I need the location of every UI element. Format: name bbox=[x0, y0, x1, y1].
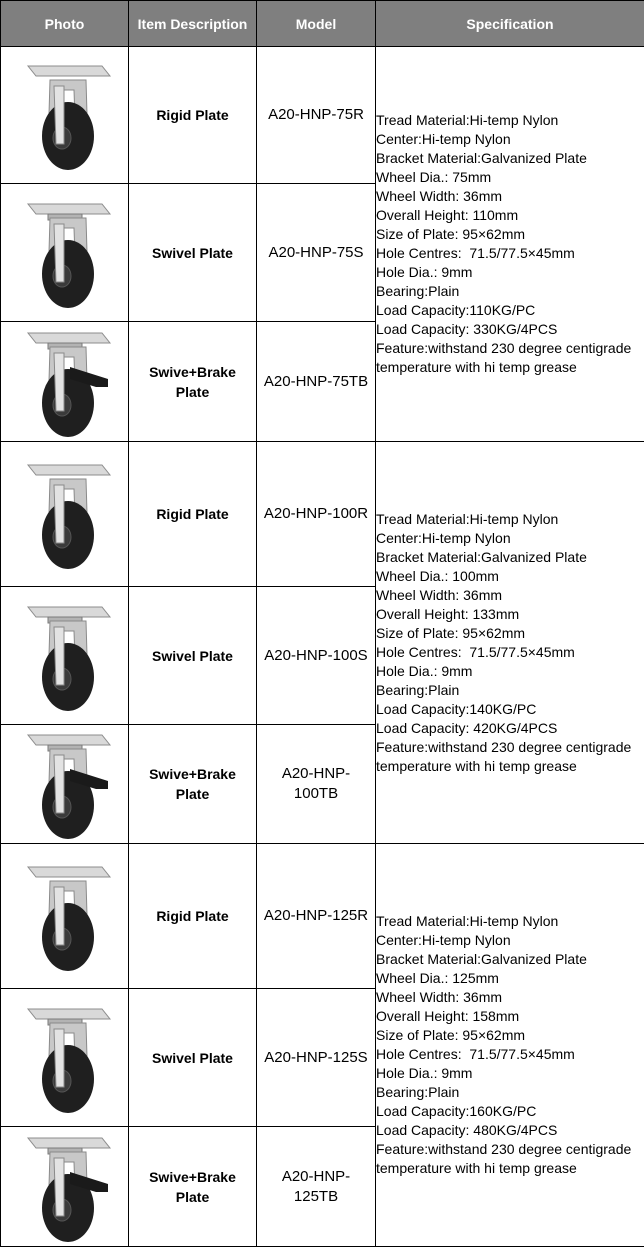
spec-line: Overall Height: 133mm bbox=[376, 605, 644, 624]
header-row bbox=[1, 1, 644, 47]
photo-cell bbox=[1, 587, 129, 725]
spec-line: Tread Material:Hi-temp Nylon bbox=[376, 912, 644, 931]
model-cell bbox=[257, 725, 376, 844]
photo-cell bbox=[1, 989, 129, 1127]
model-number: A20-HNP-75S bbox=[268, 243, 363, 263]
rigid-caster-icon bbox=[10, 56, 120, 174]
swivel-caster-icon bbox=[10, 999, 120, 1117]
spec-line: Size of Plate: 95×62mm bbox=[376, 225, 644, 244]
product-row bbox=[1, 442, 644, 587]
spec-line: Load Capacity:160KG/PC bbox=[376, 1102, 644, 1121]
header-item-description: Item Description bbox=[129, 1, 257, 47]
specification-cell bbox=[376, 844, 644, 1247]
bracket-leg-shape bbox=[54, 887, 64, 945]
item-description-cell bbox=[129, 725, 257, 844]
model-number: A20-HNP-125TB bbox=[276, 1167, 356, 1207]
item-description: Swivel Plate bbox=[152, 1048, 233, 1068]
spec-line: Hole Dia.: 9mm bbox=[376, 1064, 644, 1083]
rigid-caster-icon bbox=[10, 857, 120, 975]
spec-line: Bearing:Plain bbox=[376, 681, 644, 700]
spec-line: Size of Plate: 95×62mm bbox=[376, 1026, 644, 1045]
spec-line: Bracket Material:Galvanized Plate bbox=[376, 950, 644, 969]
swivel-caster-icon bbox=[10, 597, 120, 715]
photo-cell bbox=[1, 184, 129, 322]
spec-line: Wheel Dia.: 125mm bbox=[376, 969, 644, 988]
item-description: Swive+Brake Plate bbox=[143, 764, 243, 804]
item-description-cell bbox=[129, 322, 257, 442]
photo-cell bbox=[1, 322, 129, 442]
spec-line: Wheel Width: 36mm bbox=[376, 586, 644, 605]
model-number: A20-HNP-75R bbox=[268, 105, 364, 125]
model-number: A20-HNP-125S bbox=[264, 1048, 367, 1068]
item-description-cell bbox=[129, 47, 257, 184]
spec-line: Wheel Width: 36mm bbox=[376, 187, 644, 206]
top-plate-shape bbox=[28, 465, 110, 475]
spec-line: Overall Height: 158mm bbox=[376, 1007, 644, 1026]
top-plate-shape bbox=[28, 1009, 110, 1019]
header-model: Model bbox=[257, 1, 376, 47]
top-plate-shape bbox=[28, 607, 110, 617]
bracket-leg-shape bbox=[54, 1158, 64, 1216]
spec-line: Center:Hi-temp Nylon bbox=[376, 931, 644, 950]
product-row bbox=[1, 47, 644, 184]
spec-line: Load Capacity: 480KG/4PCS bbox=[376, 1121, 644, 1140]
spec-line: Load Capacity: 420KG/4PCS bbox=[376, 719, 644, 738]
photo-cell bbox=[1, 1127, 129, 1247]
item-description: Swivel Plate bbox=[152, 243, 233, 263]
spec-line: Hole Centres: 71.5/77.5×45mm bbox=[376, 643, 644, 662]
item-description-cell bbox=[129, 184, 257, 322]
model-cell bbox=[257, 989, 376, 1127]
item-description-cell bbox=[129, 989, 257, 1127]
top-plate-shape bbox=[28, 1138, 110, 1148]
spec-line: Wheel Width: 36mm bbox=[376, 988, 644, 1007]
spec-line: Tread Material:Hi-temp Nylon bbox=[376, 111, 644, 130]
rigid-caster-icon bbox=[10, 455, 120, 573]
brake-caster-icon bbox=[10, 725, 120, 843]
spec-line: Feature:withstand 230 degree centigrade temperature with hi temp grease bbox=[376, 339, 644, 377]
specification-cell bbox=[376, 47, 644, 442]
spec-line: Hole Centres: 71.5/77.5×45mm bbox=[376, 1045, 644, 1064]
photo-cell bbox=[1, 725, 129, 844]
brake-caster-icon bbox=[10, 1128, 120, 1246]
spec-line: Load Capacity: 330KG/4PCS bbox=[376, 320, 644, 339]
spec-line: Bearing:Plain bbox=[376, 282, 644, 301]
spec-line: Load Capacity:110KG/PC bbox=[376, 301, 644, 320]
bracket-leg-shape bbox=[54, 485, 64, 543]
model-number: A20-HNP-100R bbox=[264, 504, 368, 524]
spec-line: Hole Centres: 71.5/77.5×45mm bbox=[376, 244, 644, 263]
model-cell bbox=[257, 587, 376, 725]
spec-line: Bearing:Plain bbox=[376, 1083, 644, 1102]
item-description: Rigid Plate bbox=[156, 906, 228, 926]
model-number: A20-HNP-100TB bbox=[276, 764, 356, 804]
top-plate-shape bbox=[28, 66, 110, 76]
specification-cell bbox=[376, 442, 644, 844]
product-row bbox=[1, 844, 644, 989]
swivel-caster-icon bbox=[10, 194, 120, 312]
bracket-leg-shape bbox=[54, 1029, 64, 1087]
item-description: Swive+Brake Plate bbox=[143, 1167, 243, 1207]
spec-line: Tread Material:Hi-temp Nylon bbox=[376, 510, 644, 529]
spec-line: Center:Hi-temp Nylon bbox=[376, 130, 644, 149]
model-number: A20-HNP-75TB bbox=[264, 372, 368, 392]
bracket-leg-shape bbox=[54, 755, 64, 813]
spec-line: Bracket Material:Galvanized Plate bbox=[376, 548, 644, 567]
spec-line: Size of Plate: 95×62mm bbox=[376, 624, 644, 643]
spec-line: Hole Dia.: 9mm bbox=[376, 662, 644, 681]
item-description: Swive+Brake Plate bbox=[143, 362, 243, 402]
model-cell bbox=[257, 47, 376, 184]
item-description-cell bbox=[129, 1127, 257, 1247]
model-cell bbox=[257, 1127, 376, 1247]
item-description-cell bbox=[129, 844, 257, 989]
photo-cell bbox=[1, 47, 129, 184]
item-description: Swivel Plate bbox=[152, 646, 233, 666]
header-photo: Photo bbox=[1, 1, 129, 47]
header-specification: Specification bbox=[376, 1, 644, 47]
item-description: Rigid Plate bbox=[156, 105, 228, 125]
top-plate-shape bbox=[28, 867, 110, 877]
table-body bbox=[1, 47, 644, 1247]
spec-line: Center:Hi-temp Nylon bbox=[376, 529, 644, 548]
top-plate-shape bbox=[28, 204, 110, 214]
brake-caster-icon bbox=[10, 323, 120, 441]
top-plate-shape bbox=[28, 333, 110, 343]
model-cell bbox=[257, 442, 376, 587]
item-description: Rigid Plate bbox=[156, 504, 228, 524]
model-cell bbox=[257, 322, 376, 442]
model-cell bbox=[257, 184, 376, 322]
bracket-leg-shape bbox=[54, 627, 64, 685]
model-number: A20-HNP-125R bbox=[264, 906, 368, 926]
bracket-leg-shape bbox=[54, 353, 64, 411]
spec-line: Hole Dia.: 9mm bbox=[376, 263, 644, 282]
photo-cell bbox=[1, 442, 129, 587]
spec-line: Feature:withstand 230 degree centigrade temperature with hi temp grease bbox=[376, 1140, 644, 1178]
spec-line: Load Capacity:140KG/PC bbox=[376, 700, 644, 719]
spec-line: Feature:withstand 230 degree centigrade temperature with hi temp grease bbox=[376, 738, 644, 776]
spec-line: Wheel Dia.: 100mm bbox=[376, 567, 644, 586]
top-plate-shape bbox=[28, 735, 110, 745]
bracket-leg-shape bbox=[54, 86, 64, 144]
item-description-cell bbox=[129, 587, 257, 725]
photo-cell bbox=[1, 844, 129, 989]
model-number: A20-HNP-100S bbox=[264, 646, 367, 666]
spec-line: Bracket Material:Galvanized Plate bbox=[376, 149, 644, 168]
model-cell bbox=[257, 844, 376, 989]
spec-line: Overall Height: 110mm bbox=[376, 206, 644, 225]
spec-line: Wheel Dia.: 75mm bbox=[376, 168, 644, 187]
item-description-cell bbox=[129, 442, 257, 587]
bracket-leg-shape bbox=[54, 224, 64, 282]
